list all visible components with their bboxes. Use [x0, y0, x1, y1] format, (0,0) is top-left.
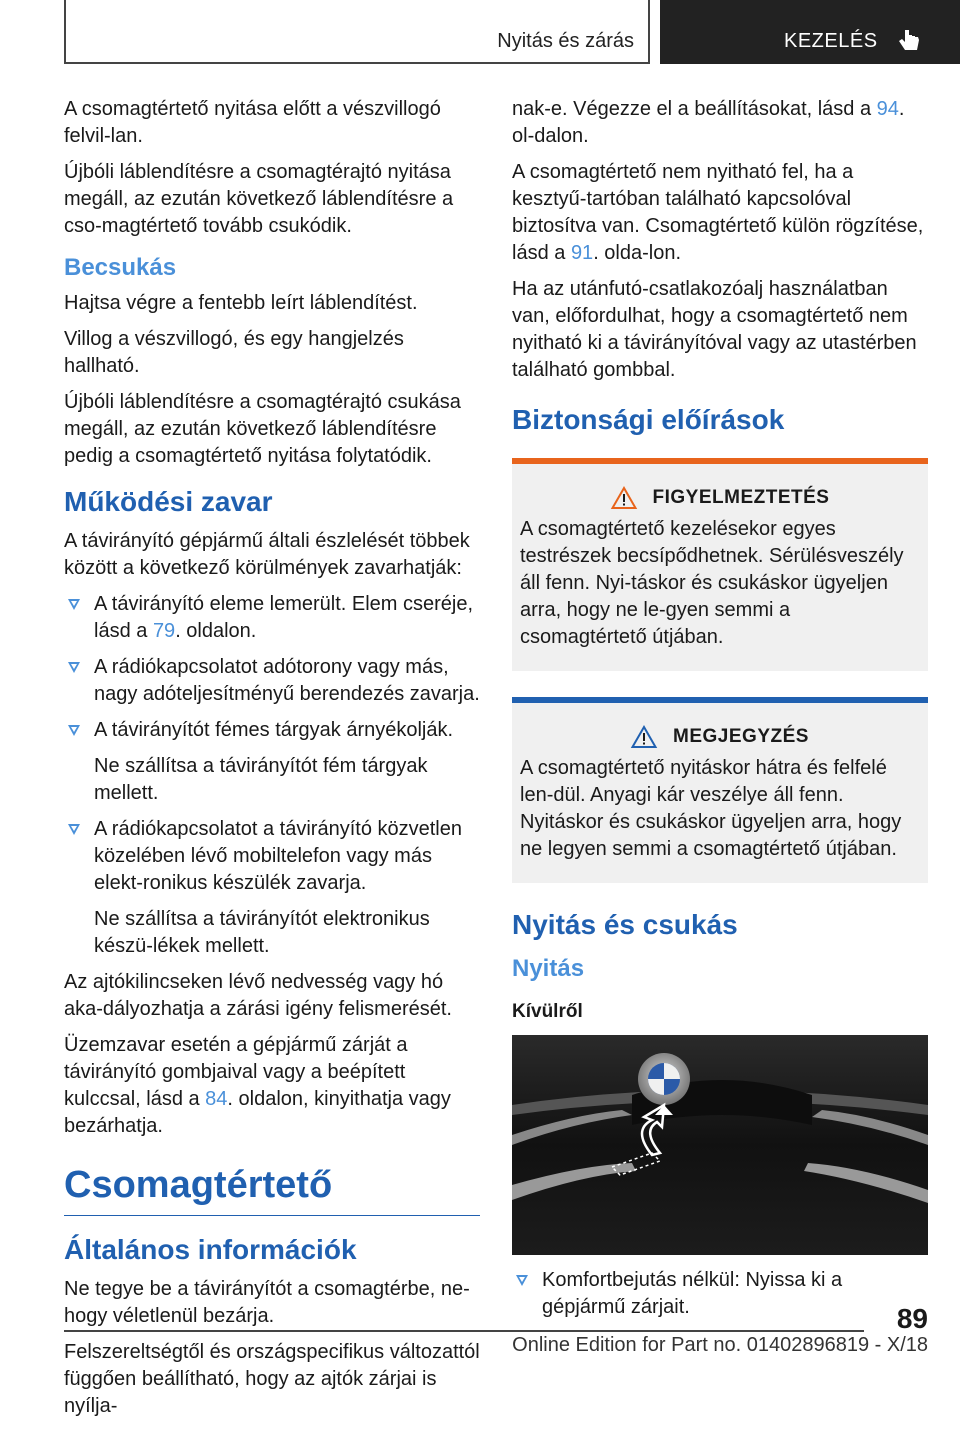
note-title [520, 725, 920, 749]
warning-triangle-icon [611, 486, 637, 510]
triangle-bullet-icon [68, 824, 80, 835]
header-chapter-tab [660, 0, 960, 64]
list-item-text: . oldalon. [175, 620, 257, 642]
note-box [512, 697, 928, 883]
paragraph [512, 159, 928, 267]
warning-title-text: FIGYELMEZTETÉS [652, 487, 830, 508]
page-link-84[interactable]: 84 [205, 1088, 228, 1110]
triangle-bullet-icon [68, 725, 80, 736]
paragraph: Újbóli láblendítésre a csomagtérajtó nyitása megáll, az ezután következő láblendítésre a cso‐magtértető tovább csukódik. [64, 161, 454, 237]
trunk-illustration [512, 1035, 928, 1255]
paragraph-text: . oldalon, kinyithatja vagy bezárhatja. [64, 1088, 451, 1137]
paragraph-text: . ol‐dalon. [512, 98, 905, 147]
warning-title [520, 486, 920, 510]
paragraph: Ha az utánfutó-csatlakozóalj használatban van, előfordulhat, hogy a csomagtértető nem nyitható ki a távirányítóval vagy az utastérben található gombbal. [512, 278, 917, 381]
header-left-rule [64, 0, 66, 64]
paragraph [64, 1032, 480, 1140]
heading-kivulrol: Kívülről [512, 1001, 583, 1022]
paragraph-text: . olda‐lon. [593, 242, 682, 264]
paragraph: Hajtsa végre a fentebb leírt láblendítést. [64, 292, 418, 314]
hand-pointer-icon [894, 26, 924, 56]
list-item [64, 816, 480, 897]
header-underline [64, 62, 650, 64]
heading-becsukas: Becsukás [64, 254, 177, 281]
trunk-handle-photo [512, 1035, 928, 1255]
paragraph-text: nak-e. Végezze el a beállításokat, lásd a [512, 98, 877, 120]
chapter-label: KEZELÉS [784, 30, 878, 52]
indented-paragraph: Ne szállítsa a távirányítót fém tárgyak mellett. [94, 755, 428, 804]
list-item [64, 717, 480, 744]
right-column [512, 96, 928, 1330]
page-link-94[interactable]: 94 [876, 98, 899, 120]
left-column [64, 96, 480, 1429]
heading-nyitas-es-csukas: Nyitás és csukás [512, 909, 738, 940]
triangle-bullet-icon [516, 1275, 528, 1286]
list-item [64, 654, 480, 708]
page-link-91[interactable]: 91 [570, 242, 594, 264]
list-item-text: A távirányító eleme lemerült. Elem cseréje, lásd a [94, 593, 474, 642]
paragraph: A csomagtértető nyitása előtt a vészvillogó felvil‐lan. [64, 98, 441, 147]
indented-paragraph: Ne szállítsa a távirányítót elektronikus készü‐lékek mellett. [94, 908, 430, 957]
bullet-list [64, 591, 480, 744]
heading-nyitas: Nyitás [512, 955, 585, 982]
footer-rule [64, 1330, 864, 1332]
bullet-list [64, 816, 480, 897]
paragraph: Újbóli láblendítésre a csomagtérajtó csukása megáll, az ezután következő láblendítésre pedig a csomagtértető nyitása folytatódik. [64, 391, 461, 467]
heading-mukodesi-zavar: Működési zavar [64, 486, 273, 517]
heading-biztonsagi-eloirasok: Biztonsági előírások [512, 404, 785, 435]
page-number: 89 [896, 1303, 928, 1334]
list-item-text: A rádiókapcsolatot adótorony vagy más, nagy adóteljesítményű berendezés zavarja. [94, 656, 480, 705]
note-title-text: MEGJEGYZÉS [673, 726, 809, 747]
triangle-bullet-icon [68, 662, 80, 673]
paragraph-text: A csomagtértető nem nyitható fel, ha a kesztyű‐tartóban található kapcsolóval biztosítva van. Csomagtértető külön rögzítése, lásd a [512, 161, 924, 264]
footer-edition: Online Edition for Part no. 01402896819 - X/18 [512, 1334, 928, 1356]
list-item [512, 1267, 928, 1321]
triangle-bullet-icon [68, 599, 80, 610]
heading-altalanos-informaciok: Általános információk [64, 1234, 357, 1265]
list-item [64, 591, 480, 645]
paragraph [512, 96, 928, 150]
paragraph-text: Üzemzavar esetén a gépjármű zárját a távirányító gombjaival vagy a beépített kulccsal, lásd a [64, 1034, 408, 1110]
page-link-79[interactable]: 79 [152, 620, 176, 642]
bullet-list [512, 1267, 928, 1321]
paragraph: Villog a vészvillogó, és egy hangjelzés hallható. [64, 328, 404, 377]
list-item-text: A rádiókapcsolatot a távirányító közvetlen közelében lévő mobiltelefon vagy más elekt‐ronikus készülék zavarja. [94, 818, 462, 894]
warning-text: A csomagtértető kezelésekor egyes testrészek becsípődhetnek. Sérülésveszély áll fenn. Nyi‐táskor és csukáskor ügyeljen arra, hogy ne le‐gyen semmi a csomagtértető útjában. [520, 518, 904, 648]
paragraph: Az ajtókilincseken lévő nedvesség vagy hó aka‐dályozhatja a zárási igény felismerését. [64, 971, 452, 1020]
paragraph: A távirányító gépjármű általi észlelését többek között a következő körülmények zavarhatják: [64, 530, 470, 579]
warning-box [512, 458, 928, 671]
paragraph: Felszereltségtől és országspecifikus változattól függően beállítható, hogy az ajtók zárjai is nyílja‐ [64, 1341, 480, 1417]
note-triangle-icon [631, 725, 657, 749]
list-item-text: A távirányítót fémes tárgyak árnyékolják. [94, 719, 454, 741]
header-divider [648, 0, 650, 64]
list-item-text: Komfortbejutás nélkül: Nyissa ki a gépjármű zárjait. [542, 1269, 843, 1318]
header-section-title: Nyitás és zárás [497, 30, 634, 52]
heading-csomagterteto: Csomagtértető [64, 1164, 480, 1216]
note-text: A csomagtértető nyitáskor hátra és felfelé len‐dül. Anyagi kár veszélye áll fenn. Nyitáskor és csukáskor ügyeljen arra, hogy ne legyen semmi a csomagtértető útjában. [520, 757, 902, 860]
paragraph: Ne tegye be a távirányítót a csomagtérbe, ne‐hogy véletlenül bezárja. [64, 1278, 470, 1327]
